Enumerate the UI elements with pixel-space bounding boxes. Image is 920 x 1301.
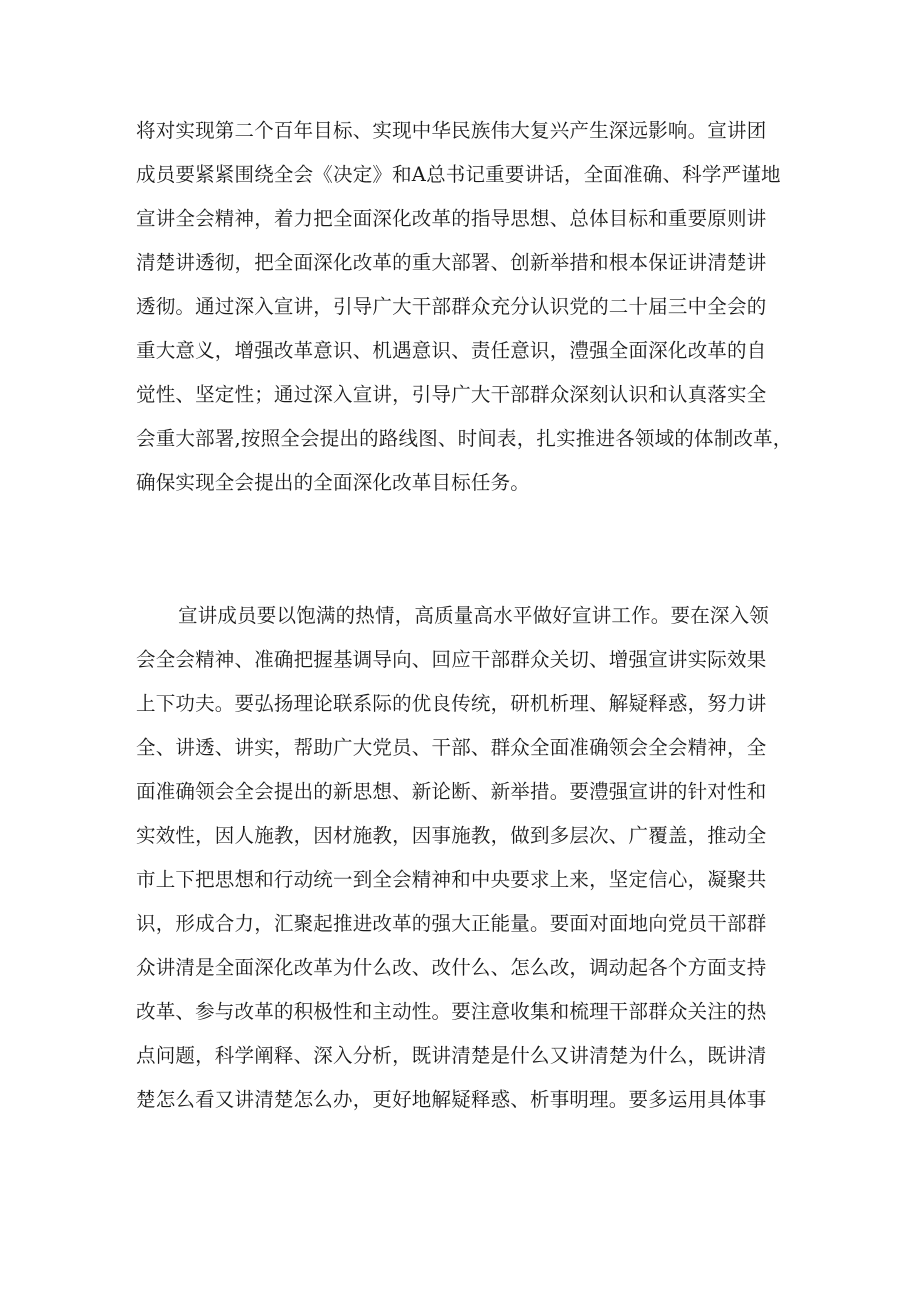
text-line: 清楚讲透彻，把全面深化改革的重大部署、创新举措和根本保证讲清楚讲 bbox=[136, 251, 767, 274]
text-line: 会全会精神、准确把握基调导向、回应干部群众关切、增强宣讲实际效果 bbox=[136, 648, 767, 671]
text-line: 重大意义，增强改革意识、机遇意识、责任意识，澧强全面深化改革的自 bbox=[136, 339, 767, 362]
text-line-indented: 宣讲成员要以饱满的热情，高质量高水平做好宣讲工作。要在深入领 bbox=[178, 604, 770, 627]
text-line: 上下功夫。要弘扬理论联系际的优良传统，研机析理、解疑释惑，努力讲 bbox=[136, 692, 767, 715]
text-line: 成员要紧紧围绕全会《决定》和A总书记重要讲话，全面准确、科学严谨地 bbox=[136, 163, 781, 186]
text-line: 会重大部署,按照全会提出的路线图、时间表，扎实推进各领域的体制改革， bbox=[136, 427, 793, 450]
text-line: 宣讲全会精神，着力把全面深化改革的指导思想、总体目标和重要原则讲 bbox=[136, 207, 767, 230]
text-line: 众讲清是全面深化改革为什么改、改什么、怎么改，调动起各个方面支持 bbox=[136, 956, 767, 979]
text-line: 楚怎么看又讲清楚怎么办，更好地解疑释惑、析事明理。要多运用具体事 bbox=[136, 1088, 767, 1111]
text-line: 改革、参与改革的积极性和主动性。要注意收集和梳理干部群众关注的热 bbox=[136, 1000, 767, 1023]
text-line: 实效性，因人施教，因材施教，因事施教，做到多层次、广覆盖，推动全 bbox=[136, 824, 767, 847]
text-line: 识，形成合力，汇聚起推进改革的强大正能量。要面对面地向党员干部群 bbox=[136, 912, 767, 935]
text-line: 透彻。通过深入宣讲，引导广大干部群众充分认识党的二十届三中全会的 bbox=[136, 295, 767, 318]
text-line: 全、讲透、讲实，帮助广大党员、干部、群众全面准确领会全会精神，全 bbox=[136, 736, 767, 759]
text-line: 将对实现第二个百年目标、实现中华民族伟大复兴产生深远影响。宣讲团 bbox=[136, 119, 767, 142]
text-line: 面准确领会全会提出的新思想、新论断、新举措。要澧强宣讲的针对性和 bbox=[136, 780, 767, 803]
text-line: 觉性、坚定性；通过深入宣讲，引导广大干部群众深刻认识和认真落实全 bbox=[136, 383, 767, 406]
text-line: 确保实现全会提出的全面深化改革目标任务。 bbox=[136, 471, 531, 494]
text-line: 市上下把思想和行动统一到全会精神和中央要求上来，坚定信心，凝聚共 bbox=[136, 868, 767, 891]
text-line: 点问题，科学阐释、深入分析，既讲清楚是什么又讲清楚为什么，既讲清 bbox=[136, 1044, 767, 1067]
